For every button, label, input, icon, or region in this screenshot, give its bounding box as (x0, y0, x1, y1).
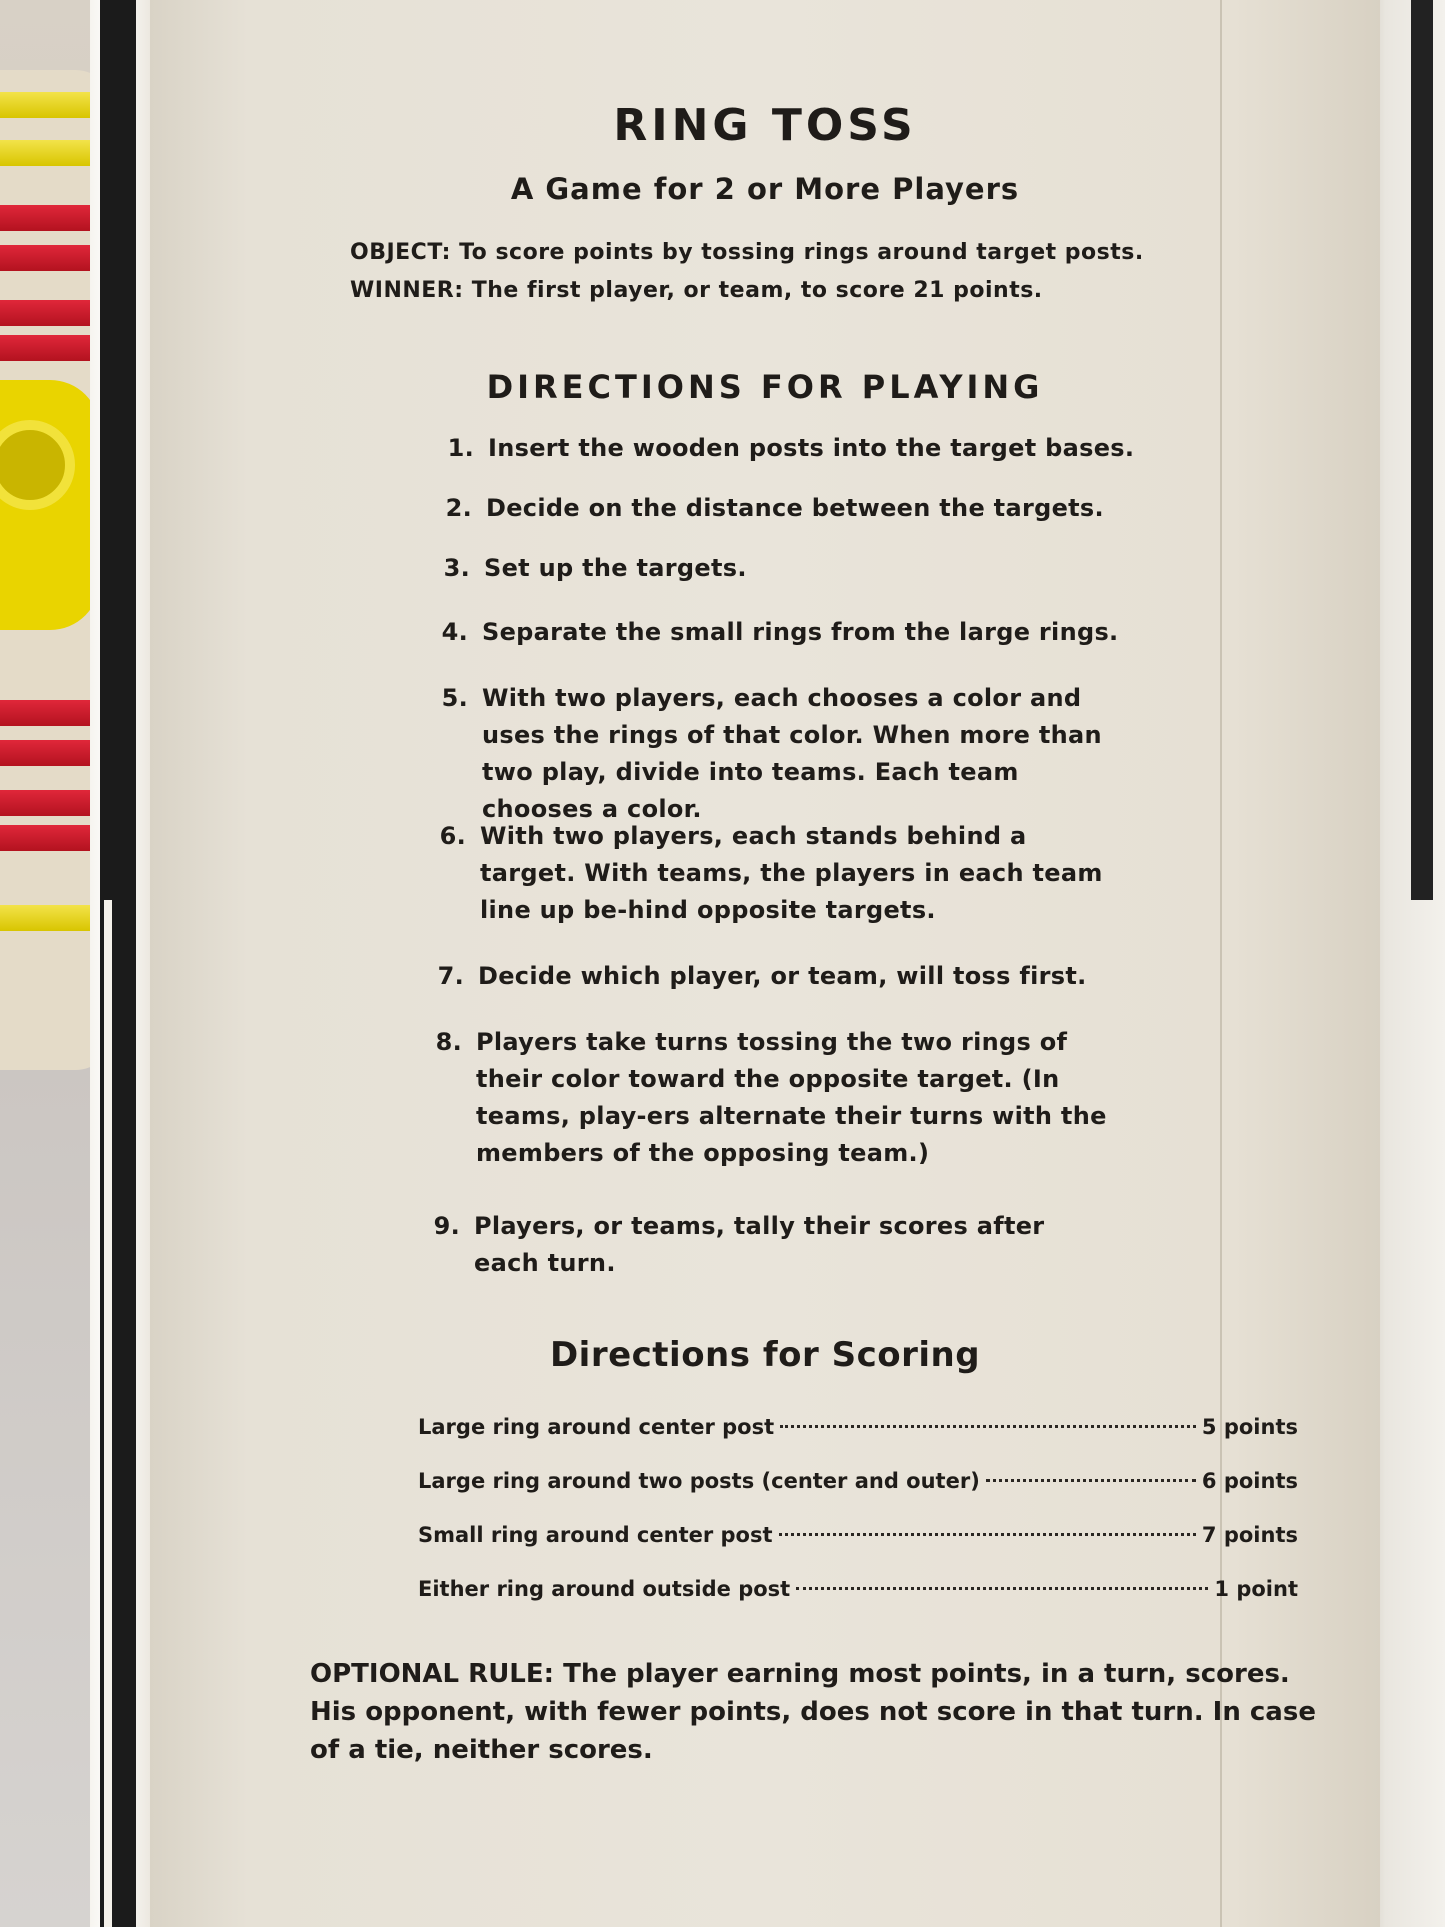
step-text: Decide on the distance between the targets. (486, 494, 1104, 522)
dot-leader (780, 1425, 1196, 1428)
step-number: 9. (433, 1212, 460, 1240)
step-text: Set up the targets. (484, 554, 747, 582)
object-text: OBJECT: To score points by tossing rings around target posts. (350, 240, 1144, 265)
target-base (0, 380, 100, 630)
direction-step (420, 958, 1240, 995)
step-text: Insert the wooden posts into the target bases. (488, 434, 1135, 462)
score-points: 7 points (1201, 1523, 1298, 1547)
dot-leader (796, 1587, 1208, 1590)
box-edge-highlight (104, 900, 112, 1927)
dot-leader (779, 1533, 1196, 1536)
direction-step (424, 614, 1244, 651)
step-text: Players, or teams, tally their scores after each turn. (474, 1212, 1045, 1277)
game-title: RING TOSS (613, 100, 917, 151)
step-number: 7. (437, 962, 464, 990)
score-label: Large ring around two posts (center and outer) (418, 1469, 980, 1493)
game-subtitle: A Game for 2 or More Players (510, 172, 1020, 206)
score-label: Either ring around outside post (418, 1577, 791, 1601)
direction-step (424, 680, 1104, 828)
score-label: Small ring around center post (418, 1523, 773, 1547)
direction-step (422, 818, 1106, 929)
step-text: Decide which player, or team, will toss first. (478, 962, 1087, 990)
step-text: Players take turns tossing the two rings of their color toward the opposite target. (In teams, play-ers alternate their turns with the members of the opposing team.) (476, 1028, 1107, 1167)
score-row (418, 1523, 1298, 1547)
scoring-heading: Directions for Scoring (549, 1335, 981, 1375)
direction-step (426, 550, 1246, 587)
direction-step (428, 490, 1248, 527)
direction-step (430, 430, 1250, 467)
direction-step (416, 1208, 1116, 1282)
winner-text: WINNER: The first player, or team, to score 21 points. (350, 278, 1043, 303)
optional-rule: OPTIONAL RULE: The player earning most points, in a turn, scores. His opponent, with fewer points, does not score in that turn. In case of a tie, neither scores. (310, 1659, 1316, 1765)
direction-step (418, 1024, 1118, 1172)
target-post-hole (0, 420, 75, 510)
score-row (418, 1577, 1298, 1601)
score-row (418, 1469, 1298, 1493)
score-points: 5 points (1201, 1415, 1298, 1439)
step-number: 2. (445, 494, 472, 522)
step-number: 4. (441, 618, 468, 646)
score-points: 6 points (1201, 1469, 1298, 1493)
step-number: 8. (435, 1028, 462, 1056)
step-text: Separate the small rings from the large rings. (482, 618, 1119, 646)
step-number: 1. (447, 434, 474, 462)
directions-heading: DIRECTIONS FOR PLAYING (486, 368, 1044, 406)
step-number: 3. (443, 554, 470, 582)
step-number: 5. (441, 684, 468, 712)
score-points: 1 point (1214, 1577, 1298, 1601)
dot-leader (986, 1479, 1196, 1482)
score-label: Large ring around center post (418, 1415, 775, 1439)
instruction-sheet (150, 0, 1380, 1927)
score-row (418, 1415, 1298, 1439)
step-number: 6. (439, 822, 466, 850)
step-text: With two players, each stands behind a target. With teams, the players in each team line up be-hind opposite targets. (480, 822, 1103, 924)
step-text: With two players, each chooses a color and uses the rings of that color. When more than two play, divide into teams. Each team chooses a color. (482, 684, 1102, 823)
box-lid-stripe (1411, 0, 1433, 900)
